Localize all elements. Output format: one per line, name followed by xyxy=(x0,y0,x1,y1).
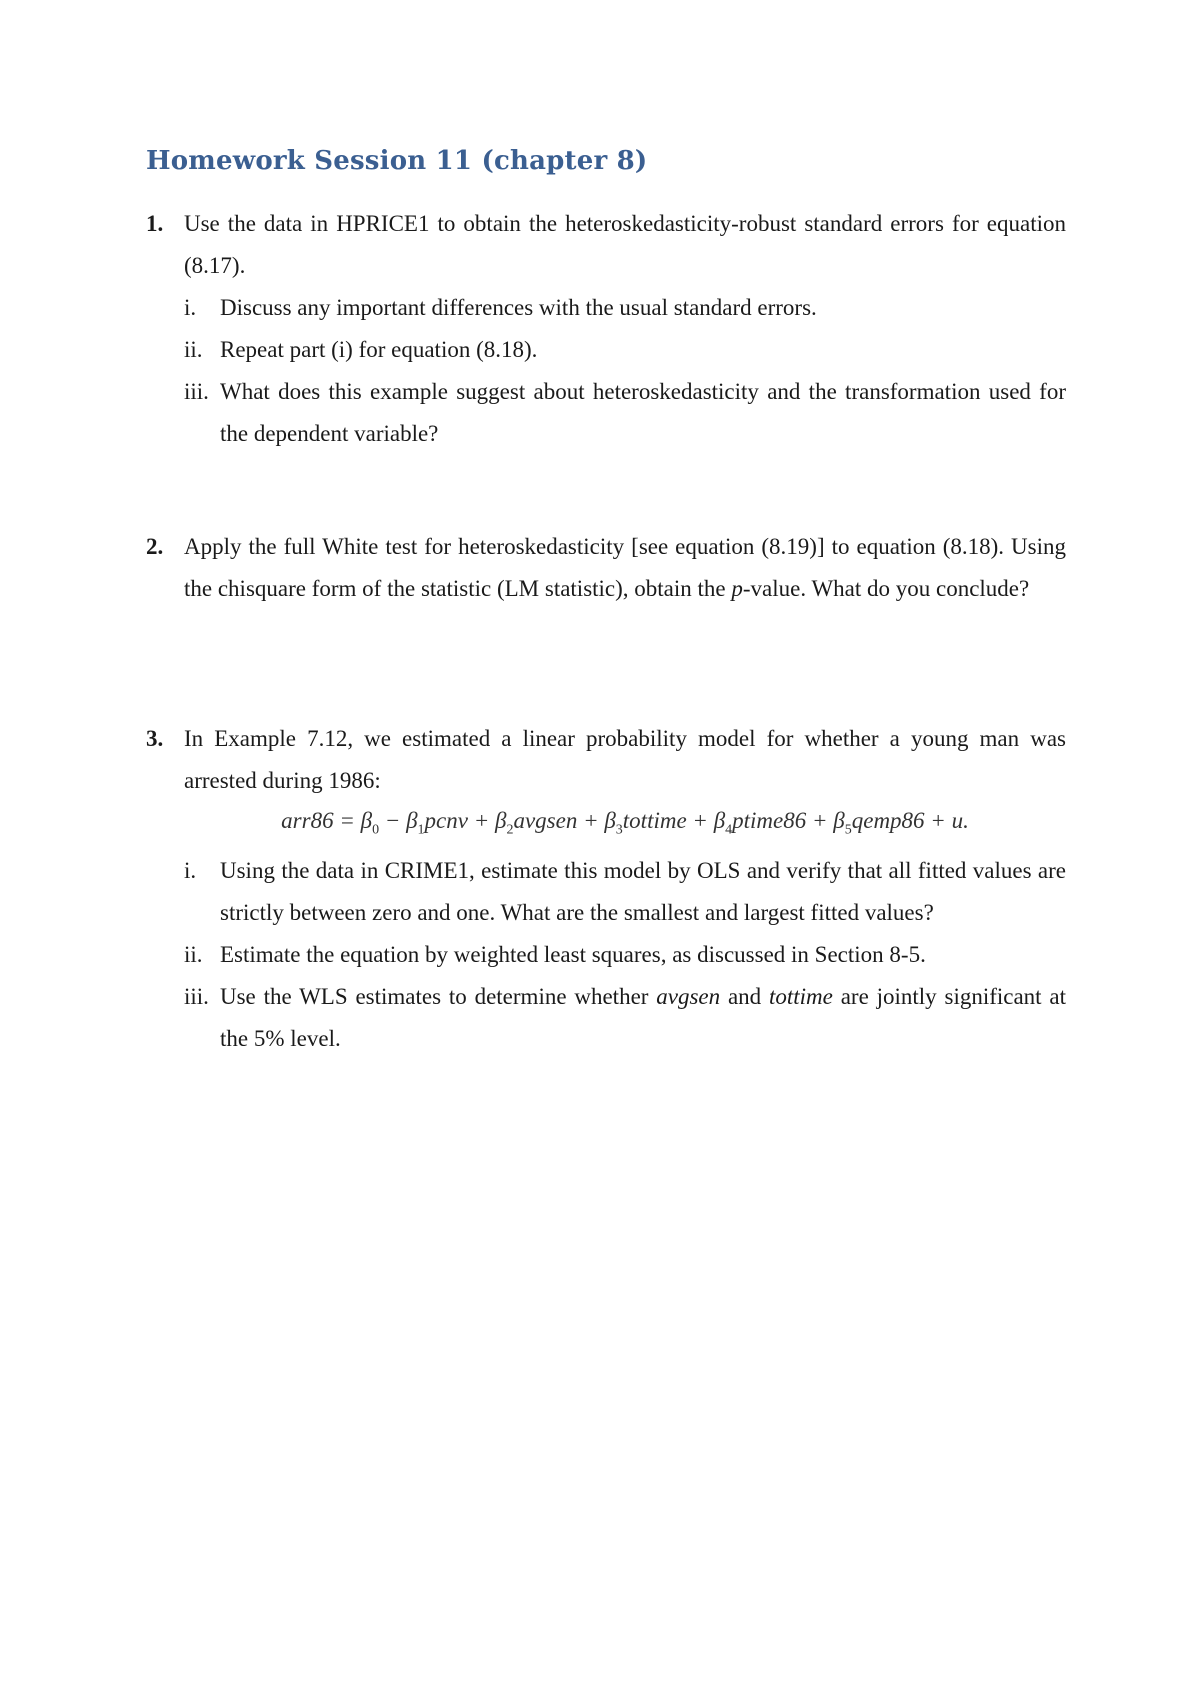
question-text: Use the data in HPRICE1 to obtain the heteroskedasticity-robust standard errors for equation (8.17). xyxy=(184,211,1066,278)
sub-item xyxy=(184,850,1066,934)
question-text-part: -value. What do you conclude? xyxy=(742,576,1030,601)
equation-subscript: 1 xyxy=(417,822,425,838)
sub-item xyxy=(184,287,1066,329)
question-text-part: Apply the full White test for heteroskedasticity [see equation (8.19)] to equation (8.18). Using the chisquare form of the statistic (LM statistic), obtain the xyxy=(184,534,1066,601)
question-text: In Example 7.12, we estimated a linear probability model for whether a young man was arrested during 1986: xyxy=(184,726,1066,793)
sub-item-text: Using the data in CRIME1, estimate this model by OLS and verify that all fitted values are strictly between zero and one. What are the smallest and largest fitted values? xyxy=(220,857,1066,925)
question-3 xyxy=(146,718,1066,1060)
question-text xyxy=(184,526,1066,610)
sub-item-number: iii. xyxy=(184,983,209,1009)
variable-tottime: tottime xyxy=(769,983,833,1009)
equation-part: tottime + β xyxy=(622,808,726,833)
p-symbol: p xyxy=(731,576,743,601)
equation xyxy=(184,802,1066,850)
equation-part: − β xyxy=(379,808,418,833)
sub-item-number: i. xyxy=(184,295,197,320)
sub-item-number: ii. xyxy=(184,941,203,967)
sub-item-number: i. xyxy=(184,857,197,883)
sub-item-text: What does this example suggest about heteroskedasticity and the transformation used for the dependent variable? xyxy=(220,379,1066,446)
equation-part: avgsen + β xyxy=(513,808,616,833)
sub-item-text: Discuss any important differences with the usual standard errors. xyxy=(220,295,817,320)
equation-part: pcnv + β xyxy=(424,808,507,833)
equation-subscript: 5 xyxy=(844,822,852,838)
question-number: 2. xyxy=(146,534,164,559)
sub-item-number: iii. xyxy=(184,379,209,404)
page-title: Homework Session 11 (chapter 8) xyxy=(146,146,648,176)
question-number: 1. xyxy=(146,211,164,236)
sub-item-text: Estimate the equation by weighted least squares, as discussed in Section 8-5. xyxy=(220,941,926,967)
equation-part: ptime86 + β xyxy=(732,808,845,833)
variable-avgsen: avgsen xyxy=(656,983,721,1009)
sub-item-text-part: Use the WLS estimates to determine whether xyxy=(220,983,657,1009)
sub-item xyxy=(184,976,1066,1060)
question-number: 3. xyxy=(146,726,164,751)
equation-subscript: 2 xyxy=(506,822,514,838)
sub-item-text xyxy=(220,984,1066,1051)
sub-item xyxy=(184,934,1066,976)
equation-part: qemp86 + u. xyxy=(851,808,969,833)
sub-item xyxy=(184,371,1066,455)
question-1 xyxy=(146,203,1066,455)
equation-part: arr86 = β xyxy=(281,808,373,833)
sub-item-text-part: are jointly significant at the 5% level. xyxy=(220,983,1066,1051)
sub-item-number: ii. xyxy=(184,337,203,362)
equation-subscript: 4 xyxy=(725,822,733,838)
equation-subscript: 0 xyxy=(372,822,380,838)
sub-item-text: Repeat part (i) for equation (8.18). xyxy=(220,337,538,362)
question-2 xyxy=(146,526,1066,610)
sub-item xyxy=(184,329,1066,371)
equation-subscript: 3 xyxy=(615,822,623,838)
sub-item-text-part: and xyxy=(720,983,769,1009)
